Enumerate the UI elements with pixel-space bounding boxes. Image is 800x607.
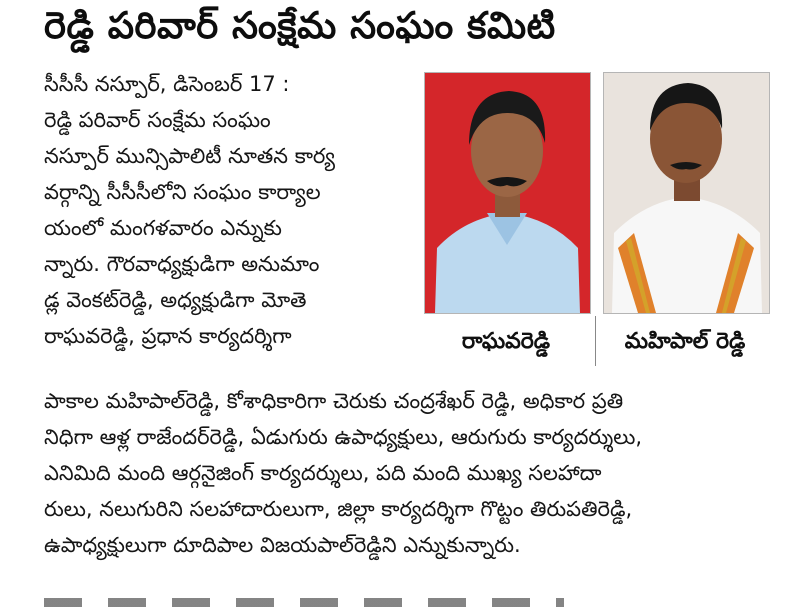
article-headline: రెడ్డి పరివార్ సంక్షేమ సంఘం కమిటి [44, 4, 556, 47]
body-line: ఎనిమిది మంది ఆర్గనైజింగ్ కార్యదర్శులు, పది మంది ముఖ్య సలహాదా [44, 461, 602, 485]
portrait-illustration [604, 73, 769, 313]
body-line: డ్ల వెంకట్‌రెడ్డి, అధ్యక్షుడిగా మోతె [44, 288, 307, 312]
cut-off-next-line [44, 598, 564, 607]
photo-caption: రాఘవరెడ్డి [461, 329, 551, 354]
body-line: వర్గాన్ని సీసీసీలోని సంఘం కార్యాల [44, 180, 321, 204]
body-line: నస్పూర్ మున్సిపాలిటీ నూతన కార్య [44, 144, 335, 168]
portrait-illustration [425, 73, 590, 313]
body-line: యంలో మంగళవారం ఎన్నుకు [44, 216, 282, 240]
article-body-column [44, 66, 414, 354]
article-body-full-width [44, 383, 784, 563]
portrait-photo-raghava-reddy [424, 72, 591, 314]
body-line: న్నారు. గౌరవాధ్యక్షుడిగా అనుమాం [44, 252, 320, 276]
body-line: పాకాల మహిపాల్‌రెడ్డి, కోశాధికారిగా చెరుకు చంద్రశేఖర్ రెడ్డి, అధికార ప్రతి [44, 389, 624, 413]
portrait-photo-mahipal-reddy [603, 72, 770, 314]
photo-caption: మహిపాల్ రెడ్డి [624, 329, 746, 354]
body-line: రెడ్డి పరివార్ సంక్షేమ సంఘం [44, 108, 271, 132]
body-line: రాఘవరెడ్డి, ప్రధాన కార్యదర్శిగా [44, 324, 292, 348]
body-line: ఉపాధ్యక్షులుగా దూదిపాల విజయపాల్‌రెడ్డిని ఎన్నుకున్నారు. [44, 533, 521, 557]
caption-divider [595, 316, 596, 366]
body-line: సీసీసీ నస్పూర్, డిసెంబర్ 17 : [44, 72, 290, 96]
body-line: నిధిగా ఆళ్ల రాజేందర్‌రెడ్డి, ఏడుగురు ఉపాధ్యక్షులు, ఆరుగురు కార్యదర్శులు, [44, 425, 643, 449]
body-line: రులు, నలుగురిని సలహాదారులుగా, జిల్లా కార్యదర్శిగా గొట్టం తిరుపతిరెడ్డి, [44, 497, 633, 521]
